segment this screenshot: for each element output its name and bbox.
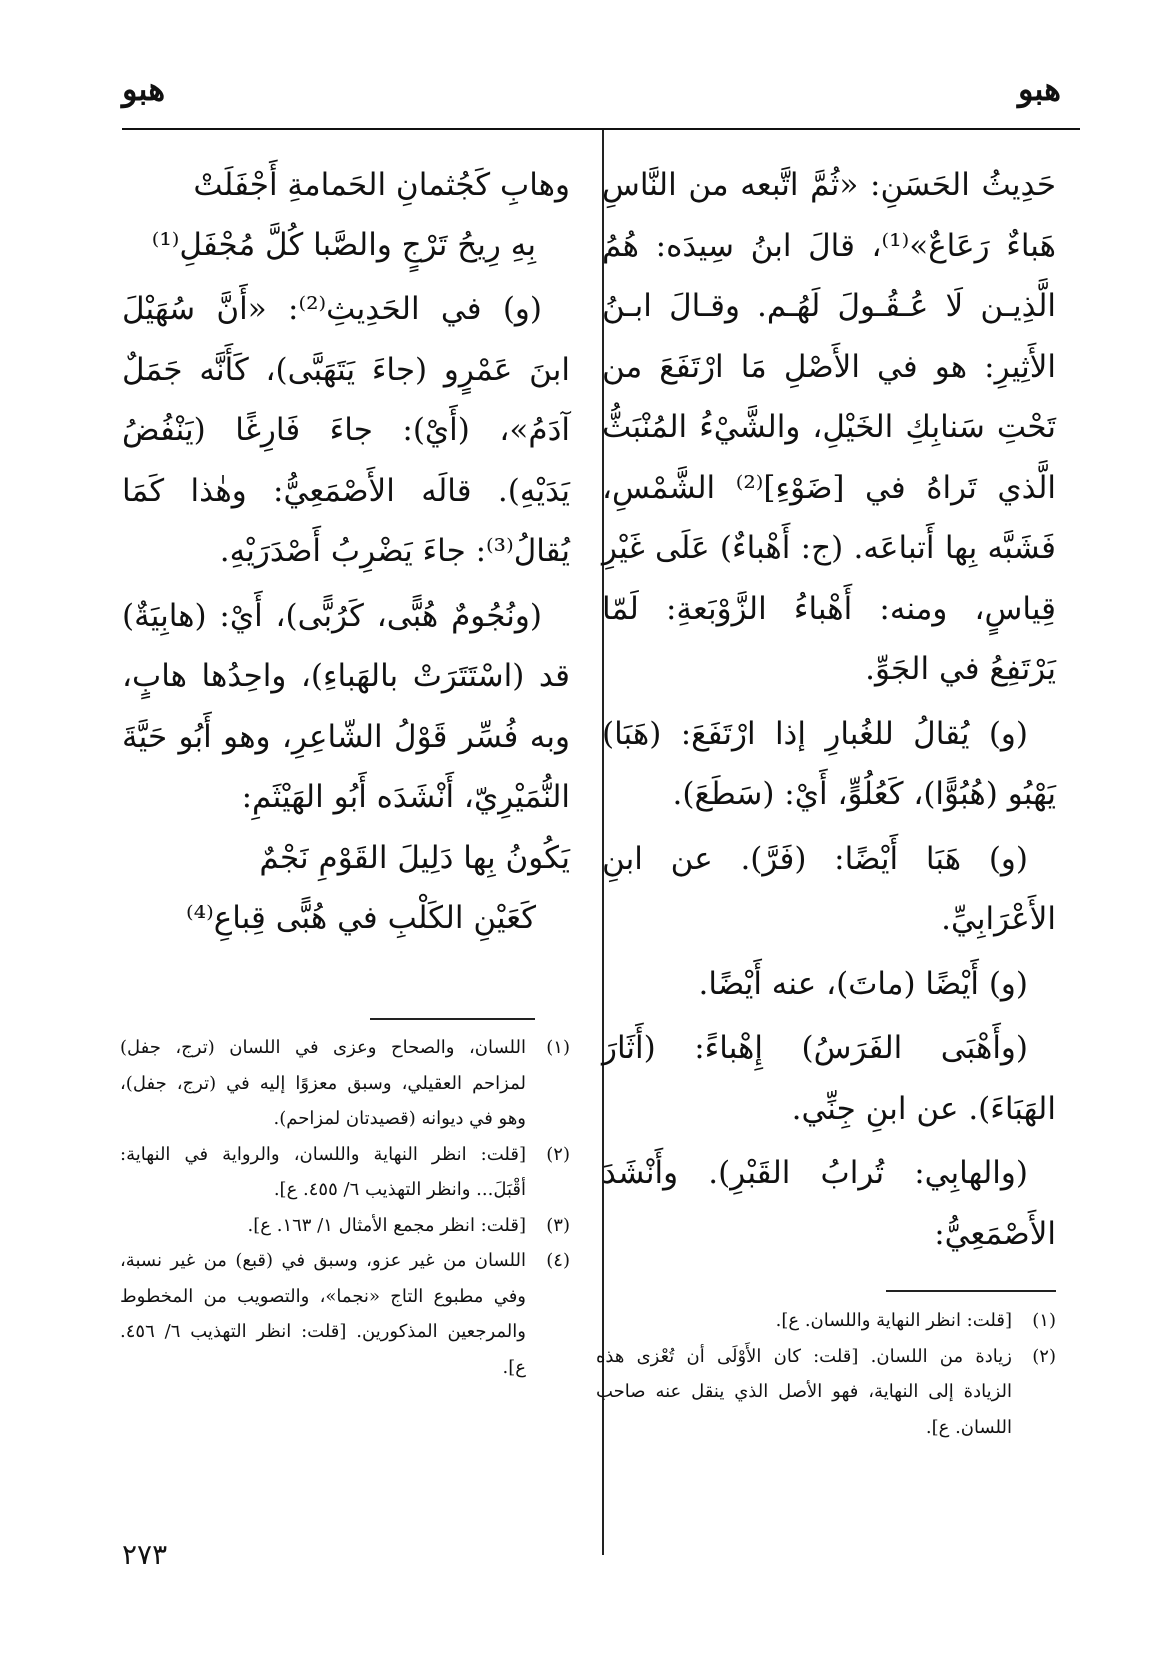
verse-line: كَعَيْنِ الكَلْبِ في هُبًّى قِباعِ⁽⁴⁾ [186, 899, 536, 936]
header-right-word: هبو [1017, 70, 1061, 108]
footnote-text: [قلت: انظر مجمع الأمثال ١/ ١٦٣. ع]. [247, 1214, 526, 1236]
footnote-text: اللسان من غير عزو، وسبق في (قبع) من غير نسبة، وفي مطبوع التاج «نجما»، والتصويب من المخطوط والمرجعين المذكورين. [قلت: انظر التهذيب ٦/ ٤٥٦. ع]. [120, 1250, 526, 1378]
footnote-rule [370, 1018, 535, 1020]
footnote-text: [قلت: انظر النهاية واللسان. ع]. [775, 1310, 1012, 1331]
paragraph: (وأَهْبَى الفَرَسُ) إِهْباءً: (أَثَارَ الهَبَاءَ). عن ابنِ جِنِّي. [602, 1030, 1056, 1127]
footnotes-left [120, 1030, 570, 1385]
footnote-number: (٢) [546, 1143, 570, 1165]
paragraph: (ونُجُومٌ هُبًّى، كَرُبًّى)، أَيْ: (هابِيَةٌ) قد (اسْتَتَرَتْ بالهَباءِ)، واحِدُها هابٍ، وبه فُسِّر قَوْلُ الشّاعِرِ، وهو أَبُو حَيَّةَ النُّمَيْرِيّ، أَنْشَدَه أَبُو الهَيْثَمِ: [122, 597, 570, 815]
header-left-word: هبو [122, 70, 166, 108]
page-number: ٢٧٣ [122, 1538, 168, 1571]
footnote-number: (١) [1032, 1310, 1056, 1331]
verse-line: يَكُونُ بِها دَلِيلَ القَوْمِ نَجْمٌ [259, 839, 570, 876]
footnote-number: (١) [546, 1037, 570, 1058]
footnote-number: (٢) [1032, 1345, 1056, 1367]
verse-line: وهابِ كَجُثمانِ الحَمامةِ أَجْفَلَتْ [193, 167, 570, 203]
footnote-text: [قلت: انظر النهاية واللسان، والرواية في النهاية: أقْبَلَ... وانظر التهذيب ٦/ ٤٥٥. ع]. [120, 1143, 526, 1200]
left-column [122, 155, 570, 948]
footnote [120, 1137, 570, 1208]
footnote [120, 1208, 570, 1244]
footnote-text: اللسان، والصحاح وعزى في اللسان (ترج، جفل) لمزاحم العقيلي، وسبق معزوًا إليه في (ترج، جفل)، وهو في ديوانه (قصيدتان لمزاحم). [120, 1037, 526, 1129]
right-column [602, 155, 1056, 1264]
footnote-number: (٣) [546, 1214, 570, 1236]
footnote-rule [886, 1290, 1056, 1292]
footnote [120, 1030, 570, 1137]
footnote-number: (٤) [546, 1250, 570, 1271]
footnote [120, 1243, 570, 1385]
paragraph: (و) في الحَدِيثِ⁽²⁾: «أَنَّ سُهَيْلَ ابنَ عَمْرٍو (جاءَ يَتَهَبَّى)، كَأَنَّه جَمَلٌ آدَمُ»، (أَيْ): جاءَ فَارِغًا (يَنْفُضُ يَدَيْهِ). قالَه الأَصْمَعِيُّ: وهٰذا كَمَا يُقالُ⁽³⁾: جاءَ يَضْرِبُ أَصْدَرَيْهِ. [122, 291, 570, 569]
paragraph: حَدِيثُ الحَسَنِ: «ثُمَّ اتَّبعه من النَّاسِ هَباءٌ رَعَاعٌ»⁽¹⁾، قالَ ابنُ سِيدَه: هُمُ الَّذِيـن لَا عُـقُـولَ لَهُـم. وقـالَ ابـنُ الأَثِيرِ: هو في الأَصْلِ مَا ارْتَفَعَ من تَحْتِ سَنابِكِ الخَيْلِ، والشَّيْءُ المُنْبَثُّ الَّذي تَراهُ في [ضَوْءِ]⁽²⁾ الشَّمْسِ، فَشَبَّه بِها أَتباعَه. (ج: أَهْباءٌ) عَلَى غَيْرِ قِياسٍ، ومنه: أَهْباءُ الزَّوْبَعةِ: لَمّا يَرْتَفِعُ في الجَوِّ. [602, 167, 1056, 687]
paragraph: (و) يُقالُ للغُبارِ إذا ارْتَفَعَ: (هَبَا) يَهْبُو (هُبُوًّا)، كَعُلُوٍّ، أَيْ: (سَطَعَ). [602, 715, 1056, 812]
verse-line: بِهِ رِيحُ تَرْجٍ والصَّبا كُلَّ مُجْفَلِ⁽¹⁾ [151, 227, 536, 263]
header-rule [122, 128, 1080, 130]
footnote [596, 1339, 1056, 1446]
footnote-text: زيادة من اللسان. [قلت: كان الأَوْلَى أن تُعْزى هذه الزيادة إلى النهاية، فهو الأصل الذي ينقل عنه صاحب اللسان. ع]. [596, 1345, 1012, 1438]
paragraph: (والهابِي: تُرابُ القَبْرِ). وأَنْشَدَ الأَصْمَعِيُّ: [602, 1155, 1056, 1252]
footnote [596, 1303, 1056, 1339]
footnotes-right [596, 1303, 1056, 1445]
paragraph: (و) أَيْضًا (ماتَ)، عنه أَيْضًا. [698, 965, 1028, 1002]
paragraph: (و) هَبَا أَيْضًا: (فَرَّ). عن ابنِ الأَعْرَابِيِّ. [602, 840, 1056, 937]
